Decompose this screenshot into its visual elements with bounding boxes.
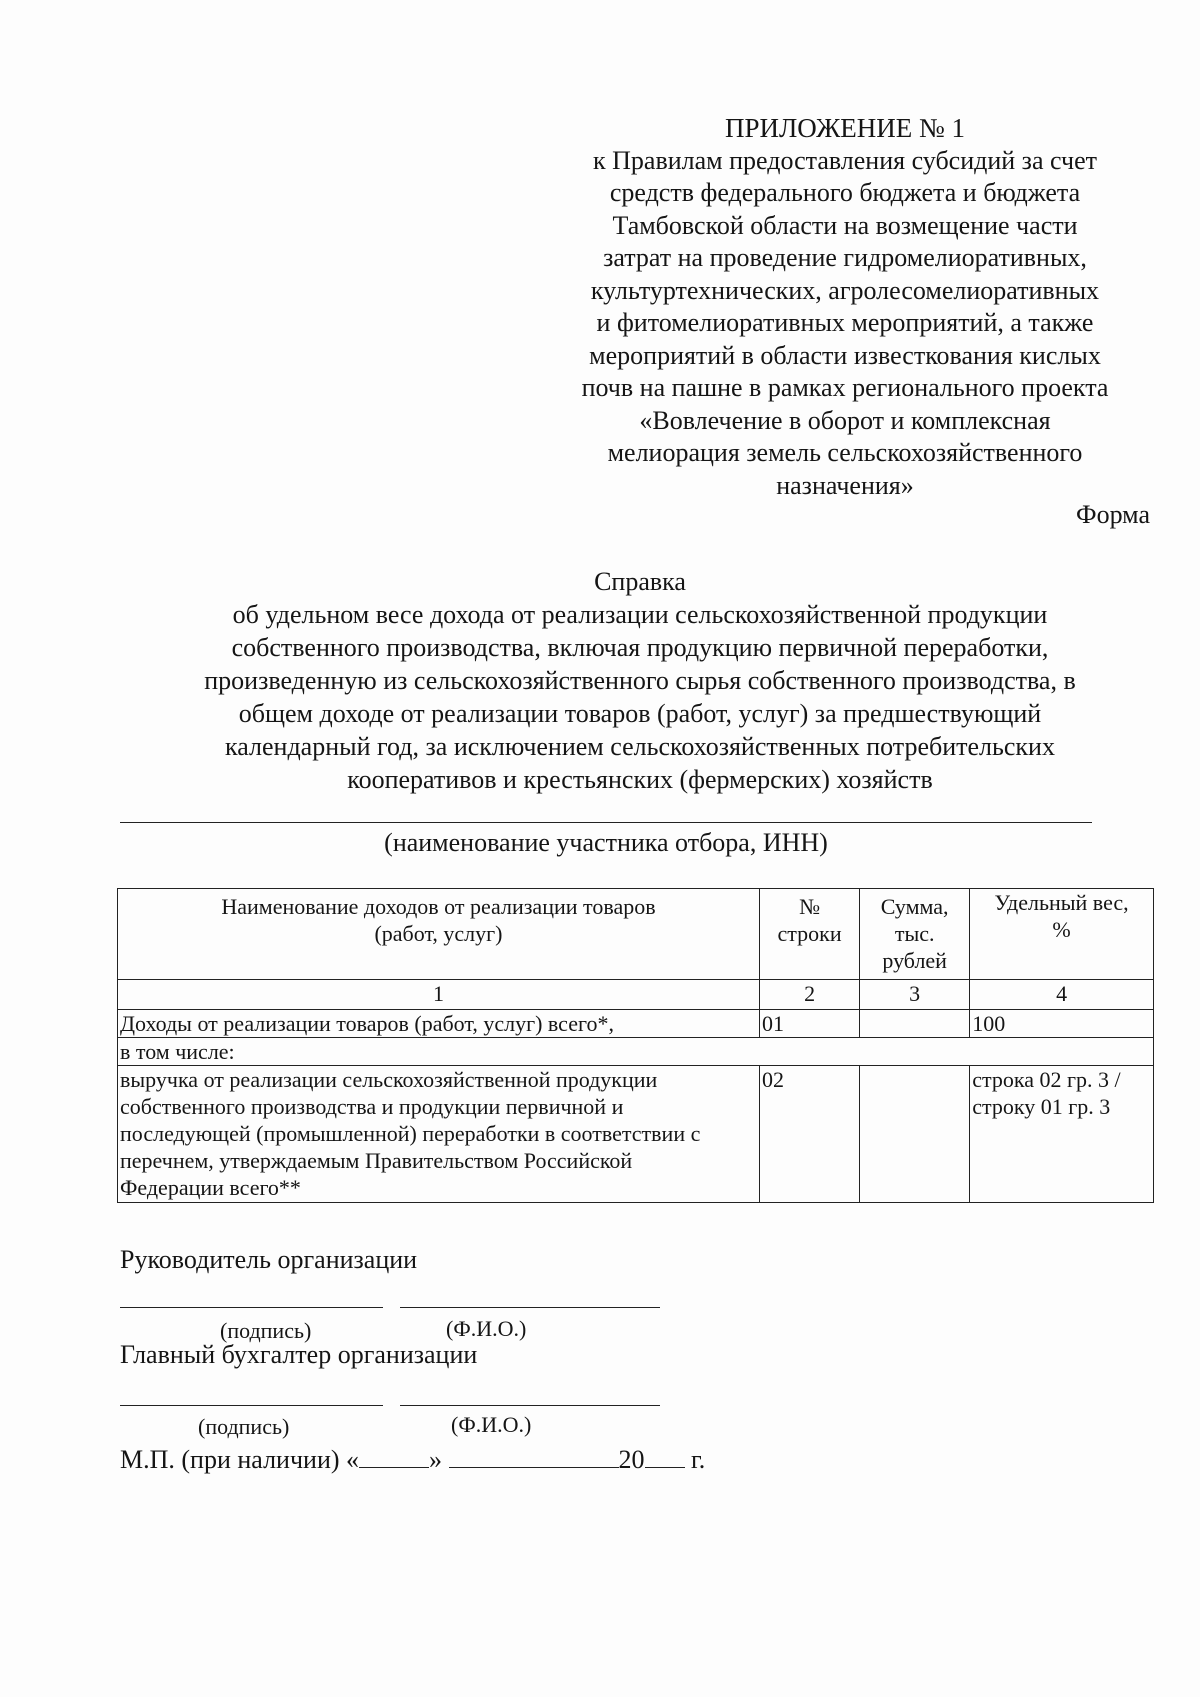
income-table [117,888,1154,1203]
header-text: тыс. [894,921,935,946]
cell-line: Федерации всего** [120,1175,301,1200]
heading-line: собственного производства, включая продукцию первичной переработки, [231,633,1049,662]
heading-line: кооперативов и крестьянских (фермерских) хозяйств [347,765,933,794]
including-label: в том числе: [118,1038,1154,1066]
sum-cell [860,1066,970,1203]
signature-caption: (подпись) [198,1414,290,1439]
column-number: 2 [759,980,859,1010]
header-text: рублей [882,948,947,973]
share-cell: 100 [970,1010,1154,1038]
appendix-block [545,112,1145,502]
header-text: (работ, услуг) [374,921,503,946]
cell-line: строка 02 гр. 3 / [972,1067,1121,1092]
column-number: 4 [970,980,1154,1010]
appendix-line: назначения» [776,470,914,500]
appendix-line: средств федерального бюджета и бюджета [609,178,1081,207]
name-caption: (Ф.И.О.) [446,1316,527,1341]
cell-line: выручка от реализации сельскохозяйственной продукции [120,1067,658,1092]
document-heading [120,565,1160,796]
header-sum [860,889,970,980]
appendix-line: мелиорация земель сельскохозяйственного [607,438,1083,467]
appendix-line: культуртехнических, агролесомелиоративных [590,275,1100,305]
column-number-row [118,980,1154,1010]
participant-name-line [120,822,1092,823]
appendix-title: ПРИЛОЖЕНИЕ № 1 [724,113,966,143]
appendix-line: Тамбовской области на возмещение части [612,210,1078,240]
share-cell [970,1066,1154,1203]
sum-cell [860,1010,970,1038]
heading-line: об удельном весе дохода от реализации сельскохозяйственной продукции [232,600,1048,629]
seal-date-line [120,1445,705,1475]
header-text: Сумма, [880,894,949,919]
appendix-line: мероприятий в области известкования кислых [589,340,1101,370]
header-row-number [759,889,859,980]
header-income-name [118,889,760,980]
accountant-name-line [400,1405,660,1406]
year-blank [645,1445,685,1468]
head-name-line [400,1307,660,1308]
day-blank [359,1445,429,1468]
cell-line: строку 01 гр. 3 [972,1094,1111,1119]
column-number: 3 [860,980,970,1010]
income-name-cell: Доходы от реализации товаров (работ, услуг) всего*, [118,1010,760,1038]
table-row [118,1066,1154,1203]
column-number: 1 [118,980,760,1010]
cell-line: собственного производства и продукции первичной и [120,1094,624,1119]
chief-accountant-label: Главный бухгалтер организации [120,1340,478,1369]
header-text: % [1052,917,1071,942]
heading-title: Справка [594,567,686,596]
table-header-row [118,889,1154,980]
head-label: Руководитель организации [120,1245,418,1274]
heading-line: произведенную из сельскохозяйственного сырья собственного производства, в [204,666,1076,695]
seal-prefix: М.П. (при наличии) « [120,1445,360,1474]
appendix-line: «Вовлечение в оборот и комплексная [639,405,1051,435]
month-blank [449,1445,619,1468]
header-text: Наименование доходов от реализации товаров [221,894,656,919]
row-code-cell: 02 [759,1066,859,1203]
row-code-cell: 01 [759,1010,859,1038]
name-caption: (Ф.И.О.) [451,1412,532,1437]
year-prefix: 20 [618,1445,645,1474]
header-text: Удельный вес, [994,890,1129,915]
header-text: № [799,894,821,919]
income-name-cell [118,1066,760,1203]
participant-caption: (наименование участника отбора, ИНН) [384,828,828,857]
heading-line: общем доходе от реализации товаров (работ, услуг) за предшествующий [238,699,1042,728]
header-text: строки [777,921,842,946]
head-signature-line [120,1307,383,1308]
accountant-signature-line [120,1405,383,1406]
table-row [118,1038,1154,1066]
header-share [970,889,1154,980]
appendix-line: и фитомелиоративных мероприятий, а также [596,308,1094,337]
table-row [118,1010,1154,1038]
appendix-line: почв на пашне в рамках регионального проекта [581,373,1109,402]
appendix-line: затрат на проведение гидромелиоративных, [603,243,1087,272]
signature-caption: (подпись) [220,1318,312,1343]
appendix-line: к Правилам предоставления субсидий за счет [593,145,1097,175]
heading-line: календарный год, за исключением сельскохозяйственных потребительских [225,732,1055,761]
seal-mid: » [429,1445,443,1474]
cell-line: перечнем, утверждаемым Правительством Российской [120,1148,633,1173]
form-label: Форма [1076,500,1150,529]
year-suffix: г. [691,1445,706,1474]
cell-line: последующей (промышленной) переработки в соответствии с [120,1121,701,1146]
